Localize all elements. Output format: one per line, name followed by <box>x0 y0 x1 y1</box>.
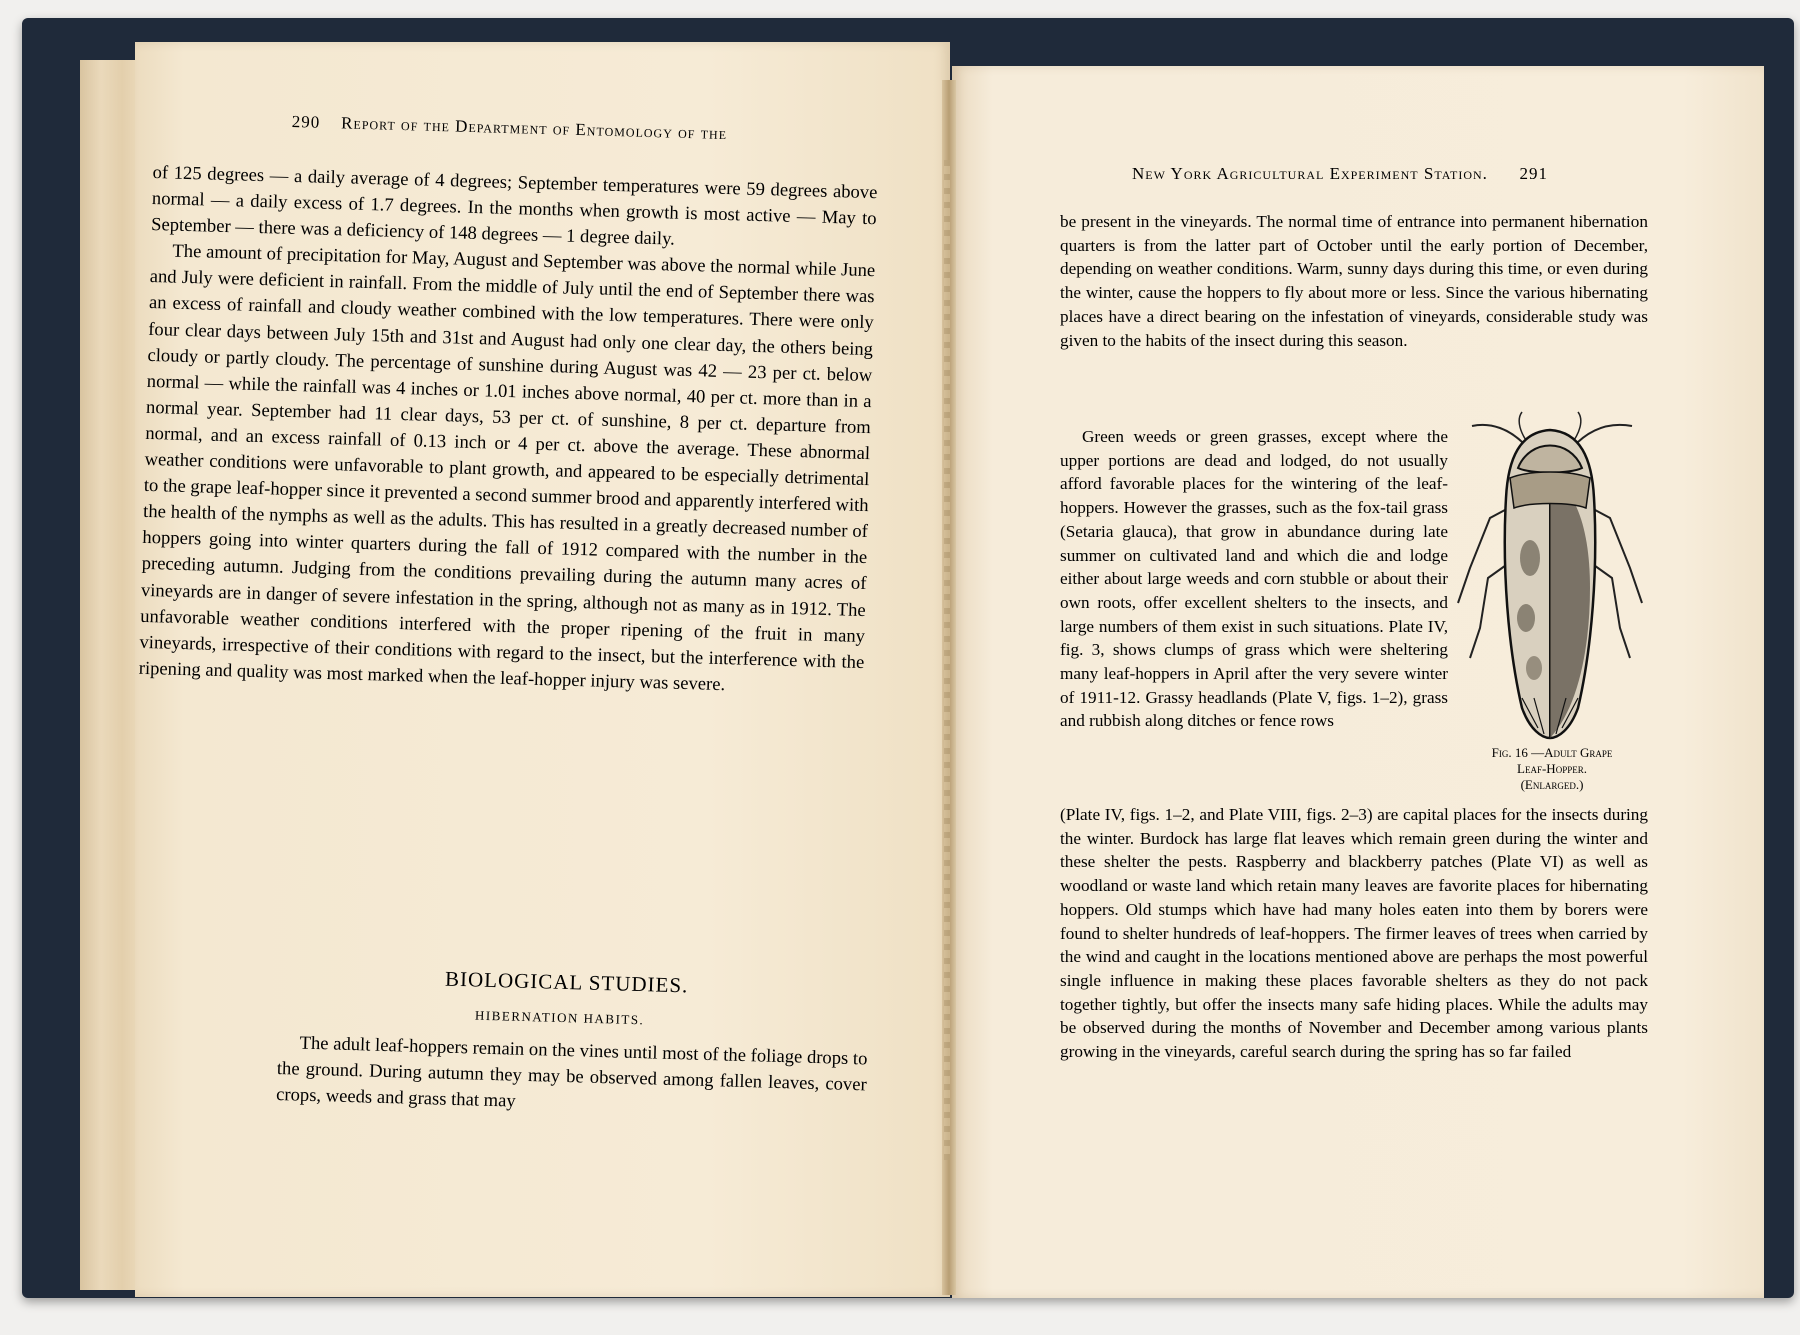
right-paragraph-1: be present in the vineyards. The normal time of entrance into permanent hibernation quarters is from the latter part of October until the early portion of December, depending on weather conditions. Warm, sunny days during this time, or even during the winter, cause the hoppers to fly about more or less. Since the various hibernating places have a direct bearing on the infestation of vineyards, considerable study was given to the habits of the insect during this season. <box>1060 212 1648 350</box>
figure-caption <box>1452 745 1652 793</box>
left-running-head-text: Report of the Department of Entomology of the <box>340 113 728 144</box>
gutter-tear <box>944 160 950 1160</box>
right-body-bottom <box>1060 803 1648 1064</box>
right-paragraph-3: (Plate IV, figs. 1–2, and Plate VIII, figs. 2–3) are capital places for the insects during the winter. Burdock has large flat leaves which remain green during the winter and these shelter the pests. Raspberry and blackberry patches (Plate VI) as well as woodland or waste land which retain many leaves are favorite places for hibernating hoppers. Old stumps which have had many holes eaten into them by borers were found to shelter hundreds of leaf-hoppers. The firmer leaves of trees when carried by the wind and caught in the locations mentioned above are perhaps the most powerful single influence in making these places favorable shelters as they do not pack together tightly, but offer the insects many safe hiding places. While the adults may be observed during the months of November and December among various plants growing in the vineyards, careful search during the spring has so far failed <box>1060 805 1648 1062</box>
left-paragraph-1: of 125 degrees — a daily average of 4 degrees; September temperatures were 59 degrees above normal — a daily excess of 1.7 degrees. In the months when growth is most active — May to September — there was a deficiency of 148 degrees — 1 degree daily. <box>150 161 878 250</box>
figure-caption-line-1: Fig. 16 —Adult Grape <box>1491 745 1613 760</box>
left-paragraph-3: The adult leaf-hoppers remain on the vines until most of the foliage drops to the ground. During autumn they may be observed among fallen leaves, cover crops, weeds and grass that may <box>275 1032 868 1112</box>
right-running-head <box>1132 164 1548 184</box>
left-paragraph-2: The amount of precipitation for May, August and September was above the normal while June and July were deficient in rainfall. From the middle of July until the end of September there was an excess of rainfall and cloudy weather combined with the low temperatures. There were only four clear days between July 15th and 31st and August had only one clear day, the others being cloudy or partly cloudy. The percentage of sunshine during August was 42 — 23 per ct. below normal — while the rainfall was 4 inches or 1.01 inches above normal, 40 per ct. more than in a normal year. September had 11 clear days, 53 per ct. of sunshine, 8 per ct. departure from normal, and an excess rainfall of 0.13 inch or 4 per ct. above the average. These abnormal weather conditions were unfavorable to plant growth, and appeared to be especially detrimental to the grape leaf-hopper since it prevented a second summer brood and apparently interfered with the health of the nymphs as well as the adults. This has resulted in a greatly decreased number of hoppers going into winter quarters during the fall of 1912 compared with the number in the preceding autumn. Judging from the conditions prevailing during the autumn many acres of vineyards are in danger of severe infestation in the spring, although not as many as in 1912. The unfavorable weather conditions interfered with the proper ripening of the fruit in many vineyards, irrespective of their conditions with regard to the insect, but the interference with the ripening and quality was most marked when the leaf-hopper injury was severe. <box>138 240 876 695</box>
right-page-number: 291 <box>1519 164 1548 183</box>
leaf-hopper-illustration-icon <box>1450 408 1650 743</box>
section-subheading: HIBERNATION HABITS. <box>474 1007 645 1028</box>
left-body <box>138 160 877 702</box>
figure-caption-line-2: Leaf-Hopper. <box>1517 761 1587 776</box>
right-paragraph-2: Green weeds or green grasses, except where the upper portions are dead and lodged, do not usually afford favorable places for the wintering of the leaf-hoppers. However the grasses, such as the fox-tail grass (Setaria glauca), that grow in abundance during late summer on cultivated land and which die and lodge either about large weeds and corn stubble or about their own roots, offer excellent shelters to the insects, and large numbers of them exist in such situations. Plate IV, fig. 3, shows clumps of grass which were sheltering many leaf-hoppers in April after the very severe winter of 1911-12. Grassy headlands (Plate V, figs. 1–2), grass and rubbish along ditches or fence rows <box>1060 427 1448 731</box>
figure-caption-line-3: (Enlarged.) <box>1520 777 1584 792</box>
right-body-wrap <box>1060 425 1448 733</box>
right-body-top <box>1060 210 1648 352</box>
left-page-number: 290 <box>291 112 321 132</box>
section-heading: BIOLOGICAL STUDIES. <box>444 966 689 998</box>
right-running-head-text: New York Agricultural Experiment Station. <box>1132 164 1488 183</box>
left-body-bottom <box>276 1030 868 1125</box>
